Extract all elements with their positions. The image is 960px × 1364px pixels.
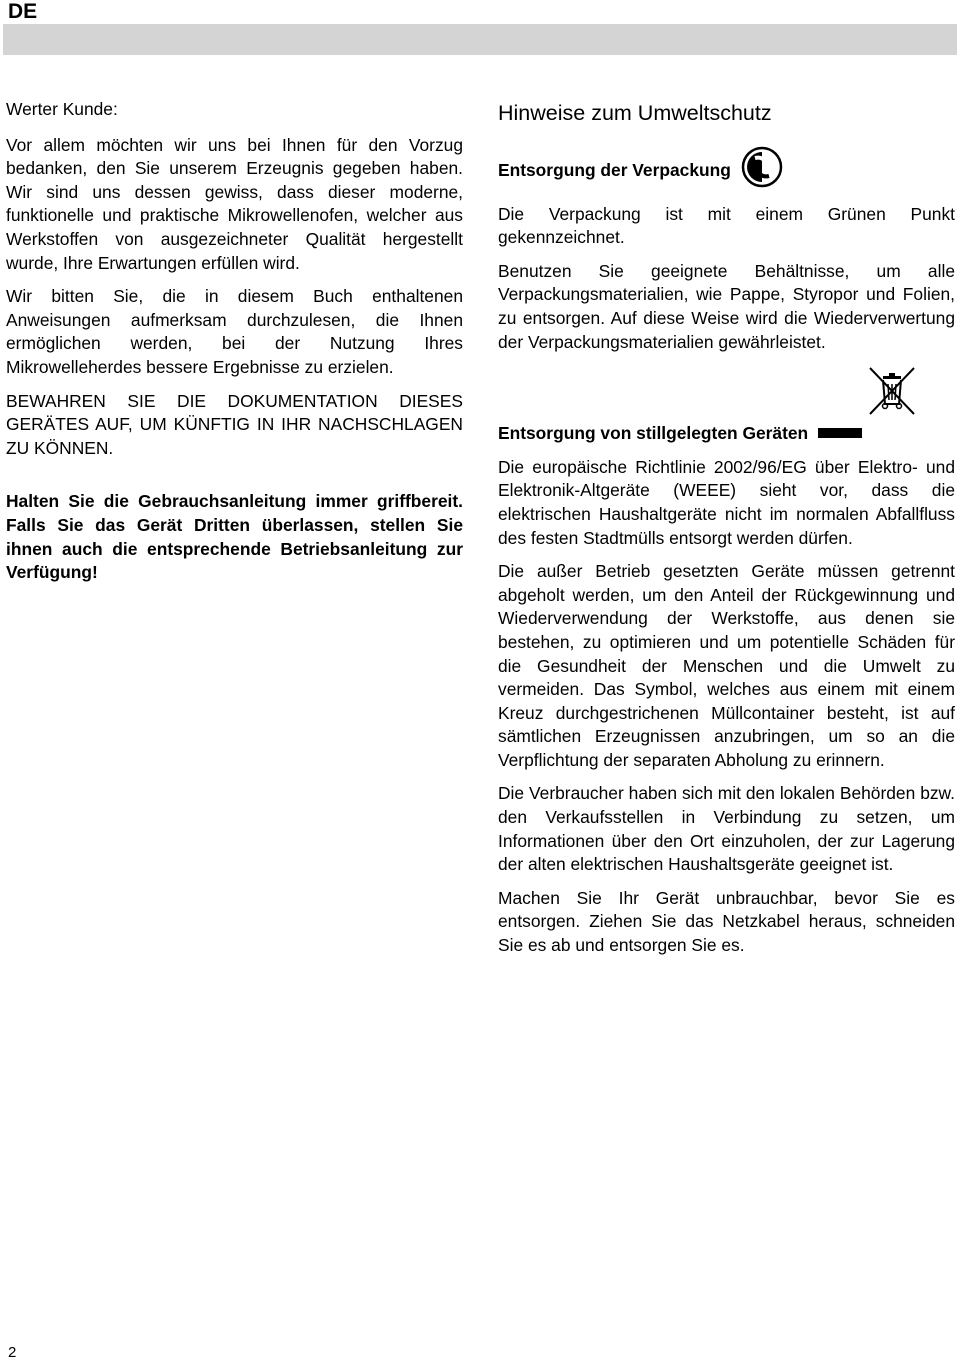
keep-documentation-notice: BEWAHREN SIE DIE DOKUMENTATION DIESES GERÄTES AUF, UM KÜNFTIG IN IHR NACHSCHLAGEN ZU KÖNNEN. <box>6 390 463 458</box>
disposal-paragraph-2: Die außer Betrieb gesetzten Geräte müssen getrennt abgeholt werden, um den Anteil der Rückgewinnung und Wiederverwendung der Werkstoffe, aus denen sie bestehen, zu optimieren und um potentielle Schäden für die Gesundheit der Menschen und die Umwelt zu vermeiden. Das Symbol, welches aus einem mit einem Kreuz durchgestrichenen Müllcontainer besteht, ist auf sämtlichen Erzeugnissen anzubringen, um so an die Verpflichtung der separaten Abholung zu erinnern. <box>498 561 955 770</box>
green-dot-icon <box>741 146 783 195</box>
disposal-heading-row <box>498 422 955 446</box>
crossed-bin-icon <box>865 364 919 420</box>
keep-manual-notice: Halten Sie die Gebrauchsanleitung immer griffbereit. Falls Sie das Gerät Dritten überlassen, stellen Sie ihnen auch die entsprechende Betriebsanleitung zur Verfügung! <box>6 491 463 583</box>
header-bar <box>3 24 957 55</box>
language-tag: DE <box>8 0 38 23</box>
left-column <box>6 98 463 595</box>
packaging-paragraph-2: Benutzen Sie geeignete Behältnisse, um alle Verpackungsmaterialien, wie Pappe, Styropor und Folien, zu entsorgen. Auf diese Weise wird die Wiederverwertung der Verpackungsmaterialien gewährleistet. <box>498 260 955 352</box>
section-title: Hinweise zum Umweltschutz <box>498 101 772 125</box>
right-column <box>498 98 955 968</box>
disposal-paragraph-3: Die Verbraucher haben sich mit den lokalen Behörden bzw. den Verkaufsstellen in Verbindung zu setzen, um Informationen über den Ort einzuholen, der zur Lagerung der alten elektrischen Haushaltsgeräte geeignet ist. <box>498 783 955 875</box>
black-bar-icon <box>818 422 862 446</box>
packaging-heading-row <box>498 146 955 195</box>
disposal-paragraph-4: Machen Sie Ihr Gerät unbrauchbar, bevor Sie es entsorgen. Ziehen Sie das Netzkabel heraus, schneiden Sie es ab und entsorgen Sie es. <box>498 887 955 956</box>
disposal-paragraph-1: Die europäische Richtlinie 2002/96/EG über Elektro- und Elektronik-Altgeräte (WEEE) sieht vor, dass die elektrischen Haushaltgeräte nicht im normalen Abfallfluss des festen Stadtmülls entsorgt werden dürfen. <box>498 456 955 548</box>
packaging-heading: Entsorgung der Verpackung <box>498 159 731 180</box>
greeting: Werter Kunde: <box>6 99 118 119</box>
page-number: 2 <box>8 1344 17 1361</box>
instructions-paragraph: Wir bitten Sie, die in diesem Buch enthaltenen Anweisungen aufmerksam durchzulesen, die Ihnen ermöglichen werden, bei der Nutzung Ihres Mikrowelleherdes bessere Ergebnisse zu erzielen. <box>6 286 463 377</box>
intro-paragraph: Vor allem möchten wir uns bei Ihnen für den Vorzug bedanken, den Sie unserem Erzeugnis gegeben haben. Wir sind uns dessen gewiss, dass dieser moderne, funktionelle und praktische Mikrowellenofen, welcher aus Werkstoffen von ausgezeichneter Qualität hergestellt wurde, Ihre Erwartungen erfüllen wird. <box>6 134 463 273</box>
disposal-heading: Entsorgung von stillgelegten Geräten <box>498 423 809 444</box>
weee-icon-wrap <box>498 364 955 422</box>
packaging-paragraph-1: Die Verpackung ist mit einem Grünen Punkt gekennzeichnet. <box>498 203 955 248</box>
